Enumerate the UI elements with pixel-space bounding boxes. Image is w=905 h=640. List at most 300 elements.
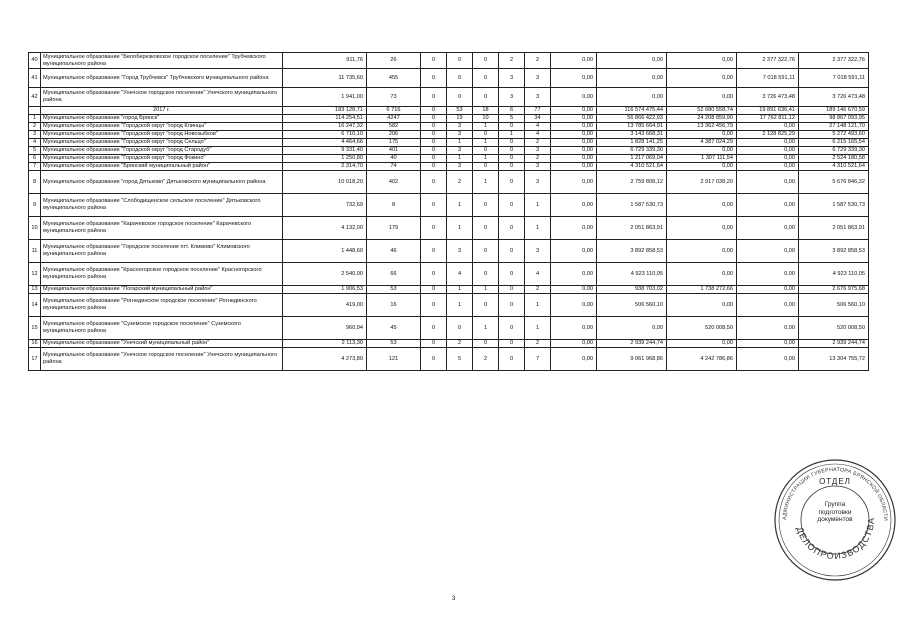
amount-total: 2 524 180,58 [799, 155, 869, 163]
count-col-4: 0 [499, 340, 525, 348]
amount-col-1: 0,00 [551, 131, 597, 139]
count-total: 3 [525, 69, 551, 88]
amount-col-4: 0,00 [737, 217, 799, 240]
amount-col-3: 0,00 [667, 69, 737, 88]
amount-total: 5 676 846,32 [799, 171, 869, 194]
area-value: 183 128,71 [283, 107, 367, 115]
count-total: 1 [525, 317, 551, 340]
count-col-2: 1 [447, 286, 473, 294]
area-value: 960,94 [283, 317, 367, 340]
count-col-1: 0 [421, 217, 447, 240]
count-total: 2 [525, 155, 551, 163]
count-col-1: 0 [421, 115, 447, 123]
count-col-2: 1 [447, 139, 473, 147]
count-total: 34 [525, 115, 551, 123]
amount-col-3: 1 307 111,54 [667, 155, 737, 163]
count-col-3: 0 [473, 217, 499, 240]
amount-col-3: 0,00 [667, 53, 737, 69]
amount-col-4: 19 891 636,41 [737, 107, 799, 115]
count-total: 77 [525, 107, 551, 115]
amount-col-3: 0,00 [667, 217, 737, 240]
amount-col-3: 24 208 859,90 [667, 115, 737, 123]
amount-col-2: 506 560,10 [597, 294, 667, 317]
amount-total: 189 146 670,59 [799, 107, 869, 115]
amount-col-3: 2 917 038,20 [667, 171, 737, 194]
count-col-1: 0 [421, 286, 447, 294]
seal-inner-line-2: подготовки [818, 508, 852, 516]
municipality-name: Муниципальное образование "Рогнединское городское поселение" Рогнединского муниципального района [41, 294, 283, 317]
row-number: 11 [29, 240, 41, 263]
area-value: 1 448,60 [283, 240, 367, 263]
amount-col-1: 0,00 [551, 69, 597, 88]
count-col-4: 3 [499, 88, 525, 107]
municipality-name: Муниципальное образование "город Брянск" [41, 115, 283, 123]
amount-col-1: 0,00 [551, 123, 597, 131]
seal-inner-line-3: документов [817, 516, 853, 523]
table-row [29, 139, 869, 147]
municipality-name: Муниципальное образование "Карачевское городское поселение" Карачевского муниципального района [41, 217, 283, 240]
municipality-name: Муниципальное образование "Белоберезковское городское поселение" Трубчевского муниципального района [41, 53, 283, 69]
count-col-2: 4 [447, 263, 473, 286]
row-number: 2 [29, 123, 41, 131]
row-number [29, 107, 41, 115]
count-col-2: 3 [447, 123, 473, 131]
population-value: 74 [367, 163, 421, 171]
count-col-1: 0 [421, 317, 447, 340]
count-col-4: 0 [499, 294, 525, 317]
amount-col-4: 0,00 [737, 139, 799, 147]
count-col-3: 0 [473, 147, 499, 155]
population-value: 582 [367, 123, 421, 131]
amount-col-4: 17 762 811,12 [737, 115, 799, 123]
count-col-4: 0 [499, 123, 525, 131]
area-value: 6 710,10 [283, 131, 367, 139]
municipality-name: Муниципальное образование "Унечский муниципальный район" [41, 340, 283, 348]
seal-ring-bottom-text: ДЕЛОПРОИЗВОДСТВА [794, 516, 877, 562]
amount-col-1: 0,00 [551, 348, 597, 371]
count-col-2: 0 [447, 53, 473, 69]
amount-col-4: 0,00 [737, 194, 799, 217]
count-total: 3 [525, 171, 551, 194]
amount-col-2: 6 729 339,30 [597, 147, 667, 155]
population-value: 121 [367, 348, 421, 371]
table-row [29, 147, 869, 155]
amount-total: 98 867 093,95 [799, 115, 869, 123]
area-value: 114 254,51 [283, 115, 367, 123]
population-value: 53 [367, 340, 421, 348]
table-row [29, 294, 869, 317]
amount-col-1: 0,00 [551, 147, 597, 155]
count-col-2: 19 [447, 115, 473, 123]
count-col-4: 0 [499, 163, 525, 171]
seal-ring-top-text: АДМИНИСТРАЦИИ ГУБЕРНАТОРА БРЯНСКОЙ ОБЛАСТИ [781, 467, 889, 522]
amount-col-3: 4 242 786,86 [667, 348, 737, 371]
count-col-1: 0 [421, 163, 447, 171]
amount-col-2: 2 759 808,12 [597, 171, 667, 194]
row-number: 14 [29, 294, 41, 317]
population-value: 8 [367, 194, 421, 217]
row-number: 42 [29, 88, 41, 107]
table-row [29, 53, 869, 69]
count-col-2: 3 [447, 163, 473, 171]
count-col-3: 1 [473, 286, 499, 294]
count-col-2: 2 [447, 171, 473, 194]
count-col-3: 0 [473, 69, 499, 88]
amount-total: 1 587 530,73 [799, 194, 869, 217]
municipality-name: Муниципальное образование "Унечское городское поселение" Унечского муниципального района [41, 88, 283, 107]
amount-total: 27 148 121,70 [799, 123, 869, 131]
amount-total: 2 051 863,91 [799, 217, 869, 240]
amount-col-4: 0,00 [737, 147, 799, 155]
area-value: 4 273,80 [283, 348, 367, 371]
count-col-4: 3 [499, 69, 525, 88]
amount-col-1: 0,00 [551, 294, 597, 317]
count-col-3: 0 [473, 194, 499, 217]
table-row [29, 131, 869, 139]
count-total: 2 [525, 53, 551, 69]
population-value: 175 [367, 139, 421, 147]
table-row [29, 163, 869, 171]
amount-total: 3 892 858,53 [799, 240, 869, 263]
municipality-name: Муниципальное образование "Городское поселение пгт. Климово" Климовского муниципального района [41, 240, 283, 263]
count-col-2: 1 [447, 155, 473, 163]
count-col-1: 0 [421, 123, 447, 131]
count-col-3: 1 [473, 317, 499, 340]
amount-col-3: 0,00 [667, 131, 737, 139]
page-number: 3 [452, 596, 456, 602]
municipality-name: Муниципальное образование "Суземское городское поселение" Суземского муниципального района [41, 317, 283, 340]
amount-col-4: 0,00 [737, 317, 799, 340]
amount-col-1: 0,00 [551, 263, 597, 286]
amount-col-4: 7 018 591,11 [737, 69, 799, 88]
population-value: 53 [367, 286, 421, 294]
population-value: 402 [367, 171, 421, 194]
count-col-1: 0 [421, 171, 447, 194]
count-col-4: 0 [499, 263, 525, 286]
department-seal-stamp [770, 455, 900, 585]
row-number: 16 [29, 340, 41, 348]
count-total: 1 [525, 294, 551, 317]
count-col-2: 3 [447, 147, 473, 155]
area-value: 11 735,60 [283, 69, 367, 88]
municipality-name: Муниципальное образование "Красногорское городское поселение" Красногорского муниципального района [41, 263, 283, 286]
amount-col-2: 0,00 [597, 69, 667, 88]
amount-col-3: 0,00 [667, 263, 737, 286]
amount-col-2: 3 892 858,53 [597, 240, 667, 263]
count-col-2: 1 [447, 217, 473, 240]
amount-col-1: 0,00 [551, 107, 597, 115]
amount-col-1: 0,00 [551, 240, 597, 263]
count-col-4: 0 [499, 139, 525, 147]
amount-col-1: 0,00 [551, 155, 597, 163]
count-col-1: 0 [421, 340, 447, 348]
amount-total: 4 923 110,05 [799, 263, 869, 286]
table-row [29, 123, 869, 131]
count-col-2: 2 [447, 340, 473, 348]
municipality-name: Муниципальное образование "Городской округ "город Стародуб" [41, 147, 283, 155]
count-total: 3 [525, 88, 551, 107]
count-col-2: 1 [447, 194, 473, 217]
amount-col-4: 0,00 [737, 163, 799, 171]
count-total: 3 [525, 240, 551, 263]
amount-total: 3 726 473,48 [799, 88, 869, 107]
amount-total: 2 939 244,74 [799, 340, 869, 348]
population-value: 179 [367, 217, 421, 240]
area-value: 2 314,70 [283, 163, 367, 171]
amount-col-3: 0,00 [667, 240, 737, 263]
amount-col-2: 0,00 [597, 53, 667, 69]
count-col-4: 0 [499, 317, 525, 340]
area-value: 9 331,40 [283, 147, 367, 155]
amount-col-1: 0,00 [551, 171, 597, 194]
count-col-3: 0 [473, 131, 499, 139]
amount-col-3: 52 680 558,74 [667, 107, 737, 115]
amount-col-2: 56 866 422,93 [597, 115, 667, 123]
amount-total: 7 018 591,11 [799, 69, 869, 88]
count-total: 1 [525, 194, 551, 217]
area-value: 911,76 [283, 53, 367, 69]
count-col-4: 6 [499, 107, 525, 115]
amount-col-3: 520 008,50 [667, 317, 737, 340]
amount-col-3: 0,00 [667, 88, 737, 107]
amount-col-3: 0,00 [667, 163, 737, 171]
amount-col-4: 0,00 [737, 286, 799, 294]
table-row [29, 194, 869, 217]
count-col-3: 10 [473, 115, 499, 123]
amount-col-2: 1 587 530,73 [597, 194, 667, 217]
count-col-3: 0 [473, 240, 499, 263]
population-value: 26 [367, 53, 421, 69]
row-number: 12 [29, 263, 41, 286]
count-col-1: 0 [421, 348, 447, 371]
amount-total: 6 215 165,54 [799, 139, 869, 147]
count-col-1: 0 [421, 240, 447, 263]
count-col-2: 3 [447, 240, 473, 263]
amount-col-4: 0,00 [737, 123, 799, 131]
municipality-name: Муниципальное образование "Погарский муниципальный район" [41, 286, 283, 294]
count-total: 2 [525, 340, 551, 348]
count-col-3: 0 [473, 53, 499, 69]
amount-col-1: 0,00 [551, 340, 597, 348]
count-col-1: 0 [421, 139, 447, 147]
area-value: 1 250,80 [283, 155, 367, 163]
amount-col-2: 9 061 968,86 [597, 348, 667, 371]
amount-col-2: 3 143 668,31 [597, 131, 667, 139]
count-col-4: 0 [499, 240, 525, 263]
count-col-3: 1 [473, 123, 499, 131]
row-number: 8 [29, 171, 41, 194]
population-value: 40 [367, 155, 421, 163]
amount-col-2: 13 785 664,91 [597, 123, 667, 131]
population-value: 4247 [367, 115, 421, 123]
amount-col-1: 0,00 [551, 88, 597, 107]
count-total: 2 [525, 286, 551, 294]
area-value: 419,00 [283, 294, 367, 317]
count-col-4: 0 [499, 171, 525, 194]
count-col-1: 0 [421, 263, 447, 286]
area-value: 4 132,00 [283, 217, 367, 240]
count-col-2: 53 [447, 107, 473, 115]
amount-col-3: 0,00 [667, 194, 737, 217]
amount-col-2: 116 574 475,44 [597, 107, 667, 115]
municipality-name: Муниципальное образование "Городской округ "город Фокино" [41, 155, 283, 163]
amount-col-4: 2 377 322,76 [737, 53, 799, 69]
amount-col-2: 4 923 110,05 [597, 263, 667, 286]
count-col-1: 0 [421, 69, 447, 88]
amount-col-4: 0,00 [737, 348, 799, 371]
row-number: 3 [29, 131, 41, 139]
population-value: 6 716 [367, 107, 421, 115]
count-col-2: 5 [447, 348, 473, 371]
count-total: 3 [525, 163, 551, 171]
count-col-4: 1 [499, 131, 525, 139]
amount-col-4: 2 128 825,29 [737, 131, 799, 139]
count-col-3: 18 [473, 107, 499, 115]
count-col-2: 0 [447, 69, 473, 88]
municipality-name: Муниципальное образование "город Дятьково" Дятьковского муниципального района [41, 171, 283, 194]
row-number: 6 [29, 155, 41, 163]
municipality-name: Муниципальное образование "Городской округ "город Новозыбков" [41, 131, 283, 139]
count-total: 4 [525, 263, 551, 286]
amount-col-2: 2 051 863,91 [597, 217, 667, 240]
table-row [29, 88, 869, 107]
municipality-name: Муниципальное образование "Город Трубчевск" Трубчевского муниципального района [41, 69, 283, 88]
amount-col-2: 1 217 069,04 [597, 155, 667, 163]
amount-col-1: 0,00 [551, 53, 597, 69]
summary-row [29, 107, 869, 115]
amount-col-3: 13 362 456,79 [667, 123, 737, 131]
count-total: 4 [525, 131, 551, 139]
amount-col-3: 4 387 024,29 [667, 139, 737, 147]
amount-total: 506 560,10 [799, 294, 869, 317]
municipality-name: Муниципальное образование "Слободищенское сельское поселение" Дятьковского муниципального района [41, 194, 283, 217]
area-value: 1 941,00 [283, 88, 367, 107]
population-value: 206 [367, 131, 421, 139]
count-col-3: 0 [473, 340, 499, 348]
area-value: 2 113,30 [283, 340, 367, 348]
population-value: 401 [367, 147, 421, 155]
amount-col-2: 938 703,02 [597, 286, 667, 294]
amount-total: 2 377 322,76 [799, 53, 869, 69]
population-value: 455 [367, 69, 421, 88]
amount-col-3: 1 738 272,66 [667, 286, 737, 294]
amount-total: 6 729 339,30 [799, 147, 869, 155]
count-col-3: 0 [473, 263, 499, 286]
row-number: 17 [29, 348, 41, 371]
count-col-4: 0 [499, 194, 525, 217]
amount-col-4: 0,00 [737, 171, 799, 194]
table-row [29, 217, 869, 240]
data-table [28, 52, 869, 371]
table-row [29, 263, 869, 286]
seal-inner-text [802, 501, 868, 524]
count-col-1: 0 [421, 155, 447, 163]
row-number: 13 [29, 286, 41, 294]
count-total: 3 [525, 147, 551, 155]
count-col-2: 1 [447, 294, 473, 317]
count-col-2: 3 [447, 131, 473, 139]
municipality-name: 2017 г. [41, 107, 283, 115]
count-col-2: 0 [447, 88, 473, 107]
row-number: 40 [29, 53, 41, 69]
count-col-2: 0 [447, 317, 473, 340]
count-col-4: 5 [499, 115, 525, 123]
amount-col-4: 0,00 [737, 340, 799, 348]
count-col-1: 0 [421, 88, 447, 107]
amount-col-4: 3 726 473,48 [737, 88, 799, 107]
table-row [29, 115, 869, 123]
table-row [29, 340, 869, 348]
amount-col-1: 0,00 [551, 217, 597, 240]
table-row [29, 171, 869, 194]
table-row [29, 240, 869, 263]
amount-col-3: 0,00 [667, 294, 737, 317]
row-number: 4 [29, 139, 41, 147]
amount-col-1: 0,00 [551, 317, 597, 340]
count-col-1: 0 [421, 131, 447, 139]
amount-col-3: 0,00 [667, 340, 737, 348]
count-col-4: 0 [499, 147, 525, 155]
amount-col-1: 0,00 [551, 115, 597, 123]
amount-total: 13 304 755,72 [799, 348, 869, 371]
amount-total: 2 676 975,68 [799, 286, 869, 294]
count-col-4: 0 [499, 348, 525, 371]
count-col-3: 0 [473, 294, 499, 317]
area-value: 2 540,00 [283, 263, 367, 286]
area-value: 16 247,32 [283, 123, 367, 131]
count-col-1: 0 [421, 53, 447, 69]
amount-col-1: 0,00 [551, 286, 597, 294]
count-col-4: 0 [499, 286, 525, 294]
amount-col-4: 0,00 [737, 294, 799, 317]
count-col-4: 0 [499, 217, 525, 240]
count-col-1: 0 [421, 107, 447, 115]
row-number: 1 [29, 115, 41, 123]
count-total: 4 [525, 123, 551, 131]
amount-total: 5 272 493,60 [799, 131, 869, 139]
table-row [29, 348, 869, 371]
count-total: 1 [525, 217, 551, 240]
amount-col-1: 0,00 [551, 163, 597, 171]
area-value: 1 906,53 [283, 286, 367, 294]
population-value: 46 [367, 240, 421, 263]
seal-inner-line-1: Группа [824, 501, 846, 508]
row-number: 5 [29, 147, 41, 155]
municipality-name: Муниципальное образование "Унечское городское поселение" Унечского муниципального района [41, 348, 283, 371]
amount-col-1: 0,00 [551, 194, 597, 217]
count-col-1: 0 [421, 194, 447, 217]
table-row [29, 286, 869, 294]
municipality-name: Муниципальное образование "Брянский муниципальный район" [41, 163, 283, 171]
count-col-1: 0 [421, 147, 447, 155]
amount-col-4: 0,00 [737, 240, 799, 263]
amount-col-3: 0,00 [667, 147, 737, 155]
count-col-1: 0 [421, 294, 447, 317]
table-row [29, 155, 869, 163]
amount-col-4: 0,00 [737, 263, 799, 286]
table-row [29, 317, 869, 340]
count-col-3: 0 [473, 163, 499, 171]
area-value: 10 018,20 [283, 171, 367, 194]
amount-col-2: 4 310 521,64 [597, 163, 667, 171]
count-col-3: 1 [473, 139, 499, 147]
amount-col-2: 2 939 244,74 [597, 340, 667, 348]
count-total: 2 [525, 139, 551, 147]
count-col-3: 1 [473, 155, 499, 163]
count-total: 7 [525, 348, 551, 371]
row-number: 7 [29, 163, 41, 171]
area-value: 732,69 [283, 194, 367, 217]
